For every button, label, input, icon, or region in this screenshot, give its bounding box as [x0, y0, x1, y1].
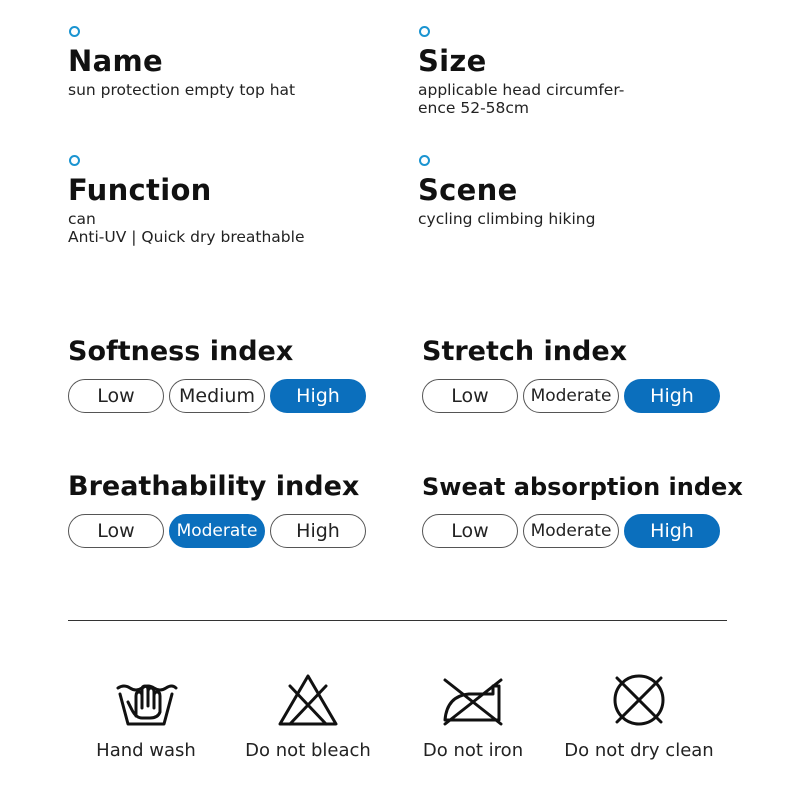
care-label: Do not bleach — [245, 740, 371, 761]
care-label: Do not iron — [422, 740, 524, 761]
bullet-dot — [69, 26, 80, 37]
care-no-bleach — [223, 672, 393, 761]
no-iron-icon — [441, 672, 505, 728]
rating-option-high[interactable]: High — [270, 514, 366, 548]
care-label: Hand wash — [96, 740, 196, 761]
spec-function — [68, 155, 398, 246]
hand-wash-icon — [114, 672, 178, 728]
rating-option-low[interactable]: Low — [422, 379, 518, 413]
bullet-dot — [69, 155, 80, 166]
index-label: Sweat absorption index — [422, 473, 743, 501]
stretch-index — [422, 337, 720, 413]
rating-option-high[interactable]: High — [624, 379, 720, 413]
spec-title: Scene — [418, 173, 518, 207]
rating-option-low[interactable]: Low — [422, 514, 518, 548]
rating-option-moderate[interactable]: Moderate — [523, 514, 619, 548]
spec-title: Function — [68, 173, 212, 207]
spec-scene — [418, 155, 748, 228]
rating-option-moderate[interactable]: Moderate — [523, 379, 619, 413]
spec-title: Size — [418, 44, 487, 78]
index-label: Stretch index — [422, 336, 628, 367]
softness-index — [68, 337, 366, 413]
spec-name — [68, 26, 398, 99]
breathability-index — [68, 472, 366, 548]
index-label: Softness index — [68, 336, 294, 367]
spec-desc: sun protection empty top hat — [68, 81, 296, 99]
care-hand-wash — [61, 672, 231, 761]
care-no-iron — [388, 672, 558, 761]
index-label: Breathability index — [68, 471, 360, 502]
bullet-dot — [419, 26, 430, 37]
rating-option-medium[interactable]: Medium — [169, 379, 265, 413]
rating-option-high[interactable]: High — [270, 379, 366, 413]
spec-title: Name — [68, 44, 163, 78]
care-label: Do not dry clean — [564, 740, 714, 761]
spec-desc: cycling climbing hiking — [418, 210, 596, 228]
no-dry-clean-icon — [607, 672, 671, 728]
rating-option-low[interactable]: Low — [68, 379, 164, 413]
sweat-absorption-index — [422, 472, 743, 548]
care-no-dry-clean — [554, 672, 724, 761]
divider — [68, 620, 727, 621]
rating-option-high[interactable]: High — [624, 514, 720, 548]
spec-desc: can Anti-UV | Quick dry breathable — [68, 210, 305, 246]
rating-option-low[interactable]: Low — [68, 514, 164, 548]
no-bleach-icon — [276, 672, 340, 728]
bullet-dot — [419, 155, 430, 166]
spec-desc: applicable head circumfer- ence 52-58cm — [418, 81, 625, 117]
spec-size — [418, 26, 748, 117]
rating-option-moderate[interactable]: Moderate — [169, 514, 265, 548]
